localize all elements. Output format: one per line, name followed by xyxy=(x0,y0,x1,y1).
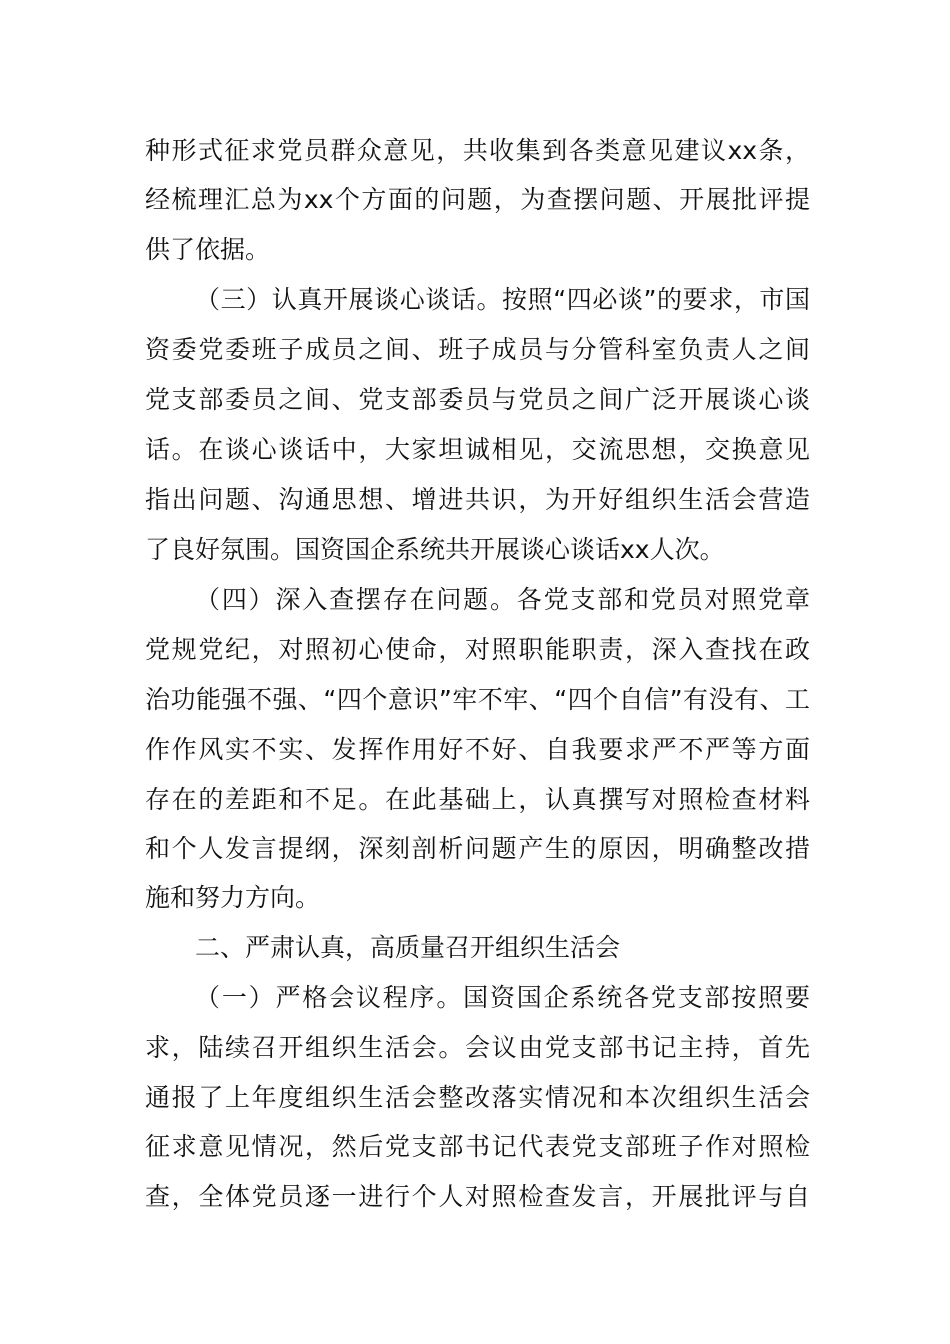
text-line: 种形式征求党员群众意见，共收集到各类意见建议xx条， xyxy=(145,136,810,165)
paragraph-start-line: （三）认真开展谈心谈话。按照“四必谈”的要求，市国 xyxy=(195,285,810,314)
text-line: 和个人发言提纲，深刻剖析问题产生的原因，明确整改措 xyxy=(145,834,810,863)
text-line: 了良好氛围。国资国企系统共开展谈心谈话xx人次。 xyxy=(145,535,725,564)
text-line: 求，陆续召开组织生活会。会议由党支部书记主持，首先 xyxy=(145,1033,810,1062)
text-line: 指出问题、沟通思想、增进共识，为开好组织生活会营造 xyxy=(145,485,810,514)
paragraph-start-line: （一）严格会议程序。国资国企系统各党支部按照要 xyxy=(195,983,810,1012)
text-line: 施和努力方向。 xyxy=(145,883,321,912)
text-line: 查，全体党员逐一进行个人对照检查发言，开展批评与自 xyxy=(145,1182,810,1211)
text-line: 经梳理汇总为xx个方面的问题，为查摆问题、开展批评提 xyxy=(145,185,810,214)
text-line: 作作风实不实、发挥作用好不好、自我要求严不严等方面 xyxy=(145,735,810,764)
text-line: 资委党委班子成员之间、班子成员与分管科室负责人之间 xyxy=(145,335,810,364)
section-heading: 二、严肃认真，高质量召开组织生活会 xyxy=(195,933,621,962)
paragraph-start-line: （四）深入查摆存在问题。各党支部和党员对照党章 xyxy=(195,585,810,614)
text-line: 通报了上年度组织生活会整改落实情况和本次组织生活会 xyxy=(145,1083,810,1112)
text-line: 党支部委员之间、党支部委员与党员之间广泛开展谈心谈 xyxy=(145,385,810,414)
text-line: 征求意见情况，然后党支部书记代表党支部班子作对照检 xyxy=(145,1132,810,1161)
text-line: 党规党纪，对照初心使命，对照职能职责，深入查找在政 xyxy=(145,635,810,664)
text-line: 治功能强不强、“四个意识”牢不牢、“四个自信”有没有、工 xyxy=(145,685,810,714)
text-line: 供了依据。 xyxy=(145,235,271,264)
text-line: 存在的差距和不足。在此基础上，认真撰写对照检查材料 xyxy=(145,785,810,814)
text-line: 话。在谈心谈话中，大家坦诚相见，交流思想，交换意见 xyxy=(145,435,810,464)
